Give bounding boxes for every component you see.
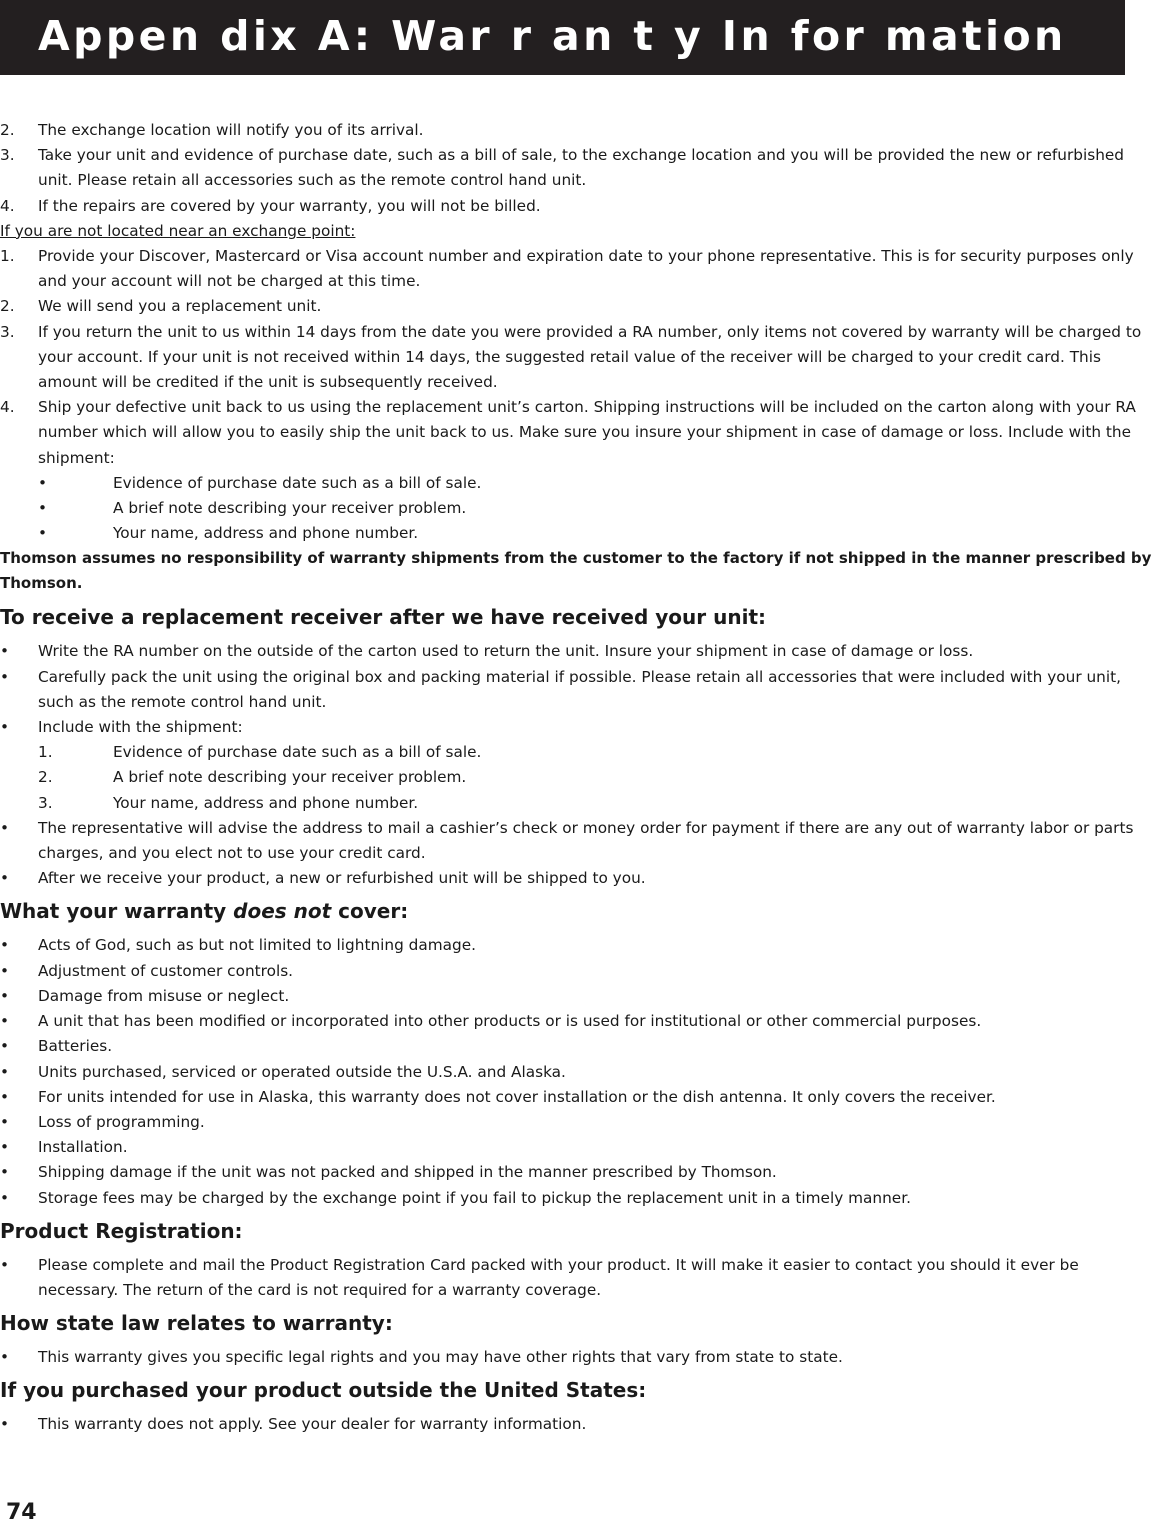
list-item: [0, 984, 1156, 1009]
list-item: [0, 194, 1156, 219]
bullet-icon: •: [0, 986, 10, 1005]
list-item: [0, 639, 1156, 664]
list-item-text: Write the RA number on the outside of the carton used to return the unit. Insure your shipment in case of damage or loss.: [38, 642, 974, 661]
list-item-text: Acts of God, such as but not limited to lightning damage.: [38, 936, 477, 955]
list-item-text: If the repairs are covered by your warranty, you will not be billed.: [38, 196, 541, 215]
list-marker: 4.: [0, 196, 15, 215]
list-item-text: A brief note describing your receiver problem.: [113, 499, 467, 518]
bullet-icon: •: [0, 1163, 10, 1182]
list-marker: 3.: [0, 146, 15, 165]
list-item: [0, 715, 1156, 740]
list-item-text: Ship your defective unit back to us using the replacement unit’s carton. Shipping instructions will be included on the carton along with your RA number which will allow you to easily ship the unit back to us. Make sure you insure your shipment in case of damage or loss. Include with the shipment:: [38, 398, 1136, 467]
bullet-icon: •: [38, 499, 48, 518]
section-heading-state-law: How state law relates to warranty:: [0, 1311, 393, 1336]
list-item-text: Include with the shipment:: [38, 718, 243, 737]
list-item-text: This warranty does not apply. See your dealer for warranty information.: [38, 1415, 587, 1434]
list-marker: 1.: [0, 247, 15, 266]
list-item-text: The exchange location will notify you of its arrival.: [38, 121, 424, 139]
bullet-icon: •: [0, 1255, 10, 1274]
list-item: [0, 1060, 1156, 1085]
list-marker: 1.: [38, 743, 53, 762]
bullet-icon: •: [0, 1012, 10, 1031]
list-item: [0, 244, 1156, 294]
list-marker: 4.: [0, 398, 15, 417]
list-item-text: The representative will advise the address to mail a cashier’s check or money order for payment if there are any out of warranty labor or parts charges, and you elect not to use your credit card.: [38, 818, 1134, 863]
list-item-text: After we receive your product, a new or refurbished unit will be shipped to you.: [38, 869, 646, 888]
list-marker: 3.: [0, 322, 15, 341]
bullet-icon: •: [0, 1112, 10, 1131]
list-item-text: Your name, address and phone number.: [113, 524, 419, 543]
list-item-text: Evidence of purchase date such as a bill of sale.: [113, 743, 482, 762]
bullet-icon: •: [0, 667, 10, 686]
list-marker: 2.: [0, 121, 15, 139]
list-item: [0, 665, 1156, 715]
heading-text: cover:: [331, 899, 409, 924]
bullet-icon: •: [0, 718, 10, 737]
list-marker: 3.: [38, 793, 53, 812]
page-title: Appen dix A: War r an t y In for mation: [38, 12, 1067, 60]
list-item: [0, 959, 1156, 984]
section-heading-registration: Product Registration:: [0, 1218, 243, 1243]
section-heading-replacement: To receive a replacement receiver after we have received your unit:: [0, 605, 766, 630]
bullet-icon: •: [38, 524, 48, 543]
list-item: [0, 1186, 1156, 1211]
list-not-covered: [0, 933, 1156, 1210]
list-item-text: This warranty gives you specific legal rights and you may have other rights that vary from state to state.: [38, 1348, 843, 1367]
sub-list-item: [0, 765, 1156, 790]
list-item: [0, 933, 1156, 958]
sub-list-item: [0, 740, 1156, 765]
list-item-text: Take your unit and evidence of purchase date, such as a bill of sale, to the exchange location and you will be provided the new or refurbished unit. Please retain all accessories such as the remote control hand unit.: [38, 146, 1125, 190]
list-state-law: [0, 1345, 1156, 1370]
list-item-text: Please complete and mail the Product Registration Card packed with your product. It will make it easier to contact you should it ever be necessary. The return of the card is not required for a warranty coverage.: [38, 1255, 1079, 1299]
list-not-near-steps: [0, 244, 1156, 546]
list-item-text: Damage from misuse or neglect.: [38, 986, 290, 1005]
list-item: [0, 1009, 1156, 1034]
list-item: [0, 1253, 1156, 1303]
list-item-text: Units purchased, serviced or operated outside the U.S.A. and Alaska.: [38, 1062, 566, 1081]
list-item-text: Provide your Discover, Mastercard or Visa account number and expiration date to your phone representative. This is for security purposes only and your account will not be charged at this time.: [38, 247, 1134, 291]
list-item: [0, 1345, 1156, 1370]
list-item: [0, 294, 1156, 319]
bullet-icon: •: [0, 936, 10, 955]
list-outside-us: [0, 1412, 1156, 1437]
bullet-icon: •: [0, 1348, 10, 1367]
list-item: [0, 143, 1156, 193]
bullet-icon: •: [0, 1415, 10, 1434]
list-item: [0, 1135, 1156, 1160]
page-content: [0, 118, 1156, 1438]
list-item-text: A brief note describing your receiver problem.: [113, 768, 467, 787]
bullet-icon: •: [0, 1138, 10, 1157]
bullet-icon: •: [0, 1037, 10, 1056]
list-replacement-steps: [0, 639, 1156, 891]
list-item-text: Storage fees may be charged by the exchange point if you fail to pickup the replacement unit in a timely manner.: [38, 1188, 911, 1207]
list-item-text: If you return the unit to us within 14 days from the date you were provided a RA number, only items not covered by warranty will be charged to your account. If your unit is not received within 14 days, the suggested retail value of the receiver will be charged to your credit card. This amount will be credited if the unit is subsequently received.: [38, 322, 1142, 392]
list-item: [0, 1034, 1156, 1059]
list-item: [0, 395, 1156, 471]
list-item: [0, 866, 1156, 891]
sub-list-item: [0, 791, 1156, 816]
sub-list-item: [0, 471, 1156, 496]
bullet-icon: •: [0, 818, 10, 837]
list-item: [0, 816, 1156, 866]
section-heading-not-covered: [0, 897, 1156, 925]
bullet-icon: •: [0, 642, 10, 661]
list-item-text: Evidence of purchase date such as a bill of sale.: [113, 473, 482, 492]
heading-text: What your warranty: [0, 899, 234, 924]
list-item-text: We will send you a replacement unit.: [38, 297, 322, 316]
list-item-text: Your name, address and phone number.: [113, 793, 419, 812]
list-item: [0, 1110, 1156, 1135]
page-number: 74: [6, 1500, 37, 1525]
list-marker: 2.: [0, 297, 15, 316]
list-item: [0, 320, 1156, 396]
bullet-icon: •: [0, 1087, 10, 1106]
list-item-text: Shipping damage if the unit was not packed and shipped in the manner prescribed by Thomson.: [38, 1163, 777, 1182]
list-item-text: Adjustment of customer controls.: [38, 961, 294, 980]
bullet-icon: •: [0, 961, 10, 980]
list-item-text: Batteries.: [38, 1037, 113, 1056]
list-item: [0, 118, 1156, 143]
list-item-text: Loss of programming.: [38, 1112, 205, 1131]
header-banner: [0, 0, 1125, 75]
responsibility-notice: Thomson assumes no responsibility of warranty shipments from the customer to the factory if not shipped in the manner prescribed by Thomson.: [0, 549, 1152, 593]
sub-list-item: [0, 496, 1156, 521]
list-exchange-steps: [0, 118, 1156, 219]
list-registration: [0, 1253, 1156, 1303]
subheading-not-near-exchange: If you are not located near an exchange point:: [0, 221, 356, 240]
heading-emphasis: does not: [233, 899, 332, 924]
list-item: [0, 1412, 1156, 1437]
list-item-text: Carefully pack the unit using the original box and packing material if possible. Please retain all accessories that were included with your unit, such as the remote control hand unit.: [38, 667, 1121, 711]
list-item-text: For units intended for use in Alaska, this warranty does not cover installation or the dish antenna. It only covers the receiver.: [38, 1087, 996, 1106]
list-item-text: Installation.: [38, 1138, 128, 1157]
list-item: [0, 1160, 1156, 1185]
bullet-icon: •: [0, 1188, 10, 1207]
list-marker: 2.: [38, 768, 53, 787]
sub-list-item: [0, 521, 1156, 546]
list-item-text: A unit that has been modified or incorporated into other products or is used for institutional or other commercial purposes.: [38, 1012, 982, 1031]
list-item: [0, 1085, 1156, 1110]
bullet-icon: •: [0, 1062, 10, 1081]
bullet-icon: •: [0, 869, 10, 888]
bullet-icon: •: [38, 473, 48, 492]
section-heading-outside-us: If you purchased your product outside the United States:: [0, 1378, 647, 1403]
